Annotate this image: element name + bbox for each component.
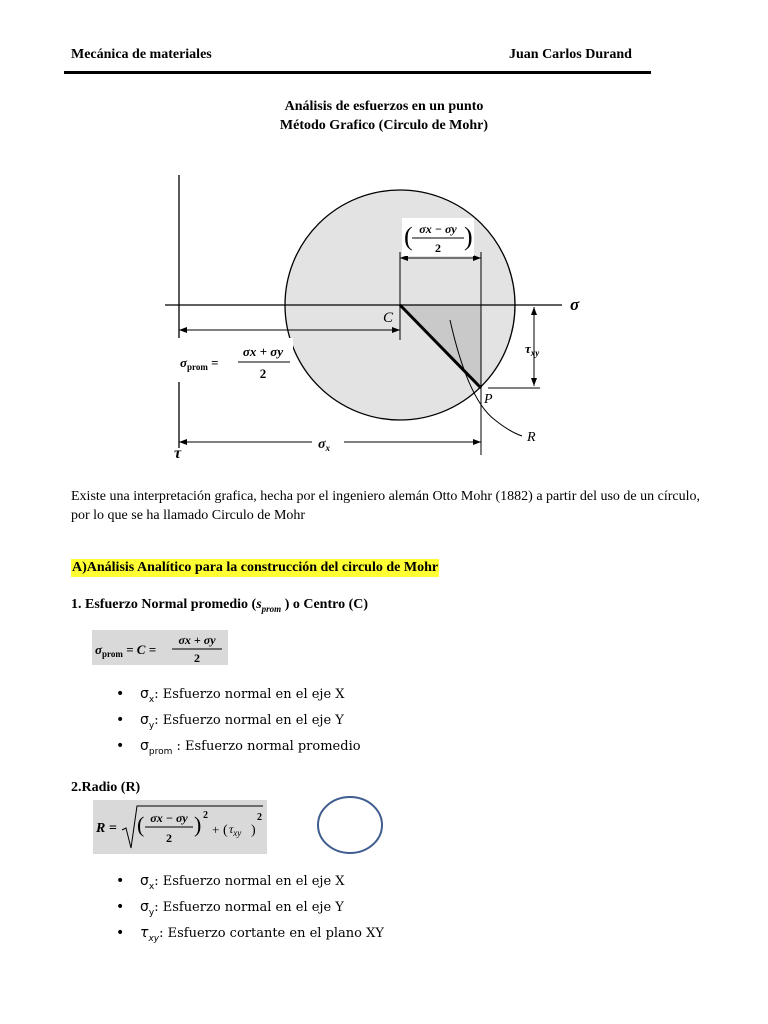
list-item: • $\tau_{xy}$: Esfuerzo cortante en el plano XY [116, 923, 384, 949]
svg-text:σx + σy: σx + σy [178, 633, 216, 647]
p-label: P [484, 392, 493, 407]
ellipse-annotation [315, 795, 387, 857]
svg-text:σprom = C =: $\sigma_{prom} = C$ = [95, 642, 157, 659]
list-item: • $\sigma_y$: Esfuerzo normal en el eje Y [116, 710, 361, 736]
mohr-circle-figure [150, 170, 600, 480]
bullet-list-2 [116, 871, 384, 948]
intro-paragraph: Existe una interpretación grafica, hecha por el ingeniero alemán Otto Mohr (1882) a partir del uso de un círculo, por lo que se ha llamado Circulo de Mohr [71, 489, 700, 523]
header-right: Juan Carlos Durand [509, 47, 632, 62]
tau-axis-label: τ [174, 445, 182, 462]
list-item: • $\sigma_x$: Esfuerzo normal en el eje X [116, 871, 384, 897]
sigmaprom-label: $\sigma_{prom}$ = [180, 355, 219, 372]
center-label: C [383, 310, 394, 326]
page-title: Análisis de esfuerzos en un punto [284, 99, 484, 114]
header-left: Mecánica de materiales [71, 47, 212, 62]
bullet-list-1 [116, 684, 361, 761]
svg-text:): ) [194, 812, 202, 837]
svg-text:(: ( [223, 823, 228, 838]
svg-text:): ) [251, 823, 256, 838]
sigma-axis-label: σ [570, 295, 580, 314]
sigmax-label: $\sigma_x$ [318, 437, 331, 453]
svg-text:2: 2 [257, 812, 262, 823]
item1-heading: 1. Esfuerzo Normal promedio ($s_{prom}$ ) o Centro (C) [71, 597, 369, 614]
halfdiff-num: σx − σy [419, 222, 457, 236]
svg-text:2: 2 [203, 810, 208, 821]
svg-text:R =: R = [96, 821, 117, 836]
svg-text:2: 2 [166, 831, 172, 845]
formula2-box [93, 800, 267, 854]
list-item: • $\sigma_{prom}$ : Esfuerzo normal promedio [116, 736, 361, 762]
svg-text:2: 2 [435, 241, 441, 255]
section-a-heading: A)Análisis Analítico para la construcción del circulo de Mohr [72, 560, 439, 575]
formula1-box [92, 630, 228, 665]
list-item: • $\sigma_y$: Esfuerzo normal en el eje Y [116, 897, 384, 923]
svg-text:): ) [464, 222, 473, 251]
item2-heading: 2.Radio (R) [71, 780, 141, 795]
svg-text:σx − σy: σx − σy [150, 811, 188, 825]
formula1 [92, 630, 228, 665]
svg-text:τxy: $\tau_{xy}$ [229, 822, 242, 838]
page-subtitle: Método Grafico (Circulo de Mohr) [279, 118, 489, 133]
svg-text:(: ( [404, 222, 413, 251]
svg-text:2: 2 [259, 366, 267, 381]
formula2 [93, 800, 267, 854]
svg-text:(: ( [137, 812, 145, 837]
svg-text:σx + σy: σx + σy [242, 344, 284, 359]
r-label: R [527, 430, 536, 445]
tauxy-label: $\tau_{xy}$ [525, 341, 540, 358]
svg-text:2: 2 [194, 651, 200, 665]
svg-text:+: + [212, 822, 220, 837]
header-rule [64, 71, 651, 74]
list-item: • $\sigma_x$: Esfuerzo normal en el eje X [116, 684, 361, 710]
